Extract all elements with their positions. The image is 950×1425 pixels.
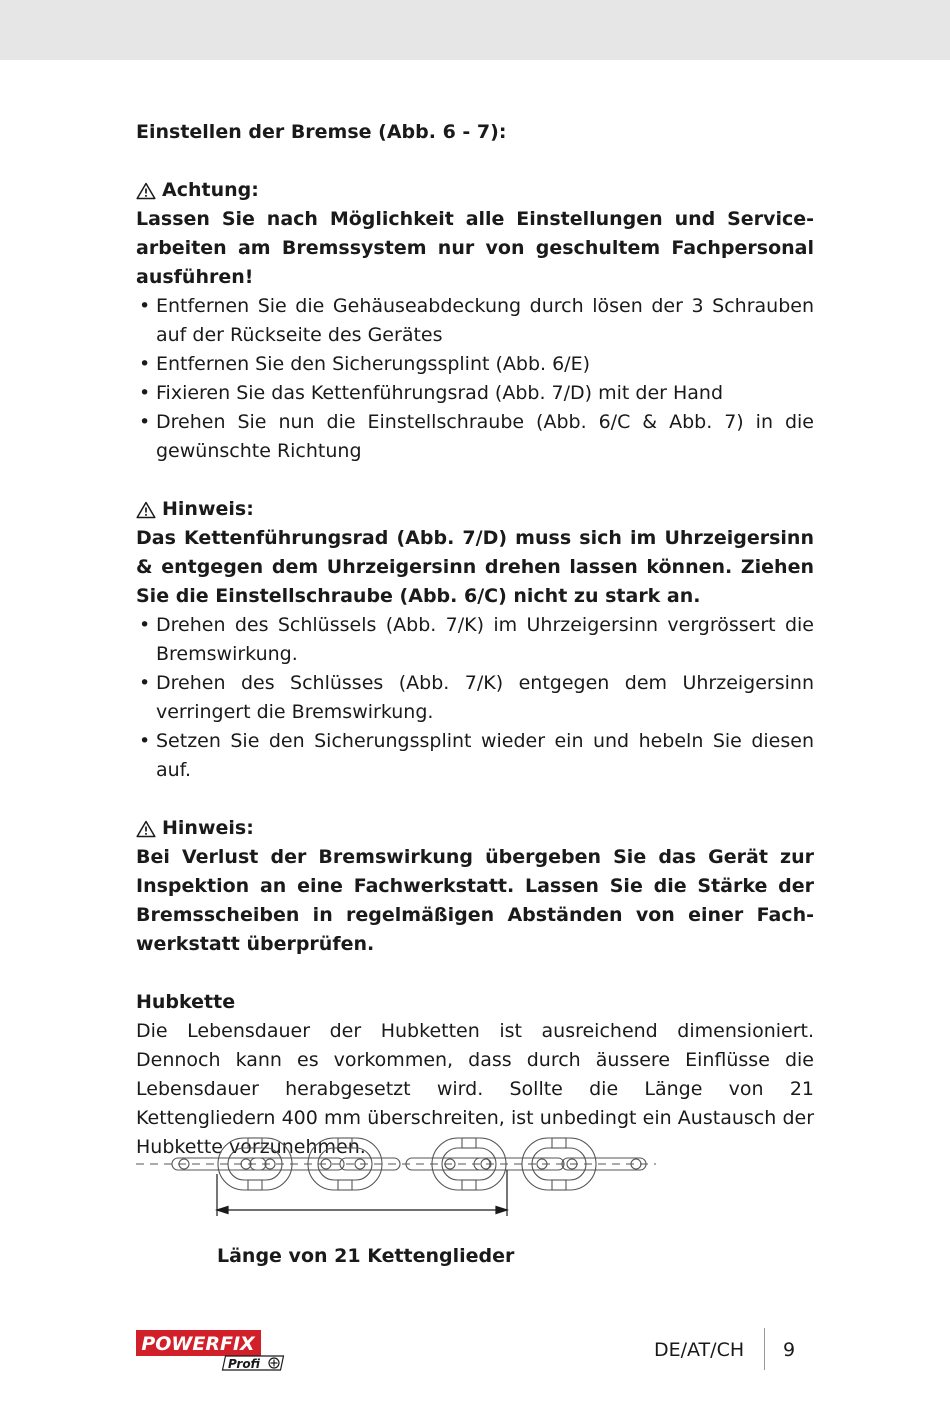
list-item: • Drehen des Schlüsses (Abb. 7/K) entgegen dem Uhrzeigersinn verringert die Bremswirkung. — [136, 669, 814, 727]
section-heading-brake: Einstellen der Bremse (Abb. 6 - 7): — [136, 121, 507, 143]
note-title: Hinweis: — [162, 498, 254, 520]
powerfix-logo — [136, 1328, 286, 1372]
page-content — [136, 118, 814, 1162]
chain-link-vertical — [432, 1138, 506, 1190]
warning-triangle-icon — [136, 501, 156, 519]
chain-diagram — [136, 1130, 656, 1230]
figure-caption: Länge von 21 Kettenglieder — [217, 1245, 515, 1267]
chain-illustration — [136, 1130, 656, 1230]
note-text: Bei Verlust der Bremswirkung übergeben Sie das Gerät zur Inspektion an eine Fachwerkstatt. Lassen Sie die Stärke der Bremsscheiben in regelmäßigen Abständen von einer Fachwerkstatt überprüfen. — [136, 846, 814, 955]
measure-arrow — [217, 1170, 507, 1216]
header-band — [0, 0, 950, 60]
note-title: Hinweis: — [162, 817, 254, 839]
list-item: • Setzen Sie den Sicherungssplint wieder ein und hebeln Sie diesen auf. — [136, 727, 814, 785]
section-heading-chain: Hubkette — [136, 991, 236, 1013]
list-item: • Entfernen Sie die Gehäuseabdeckung durch lösen der 3 Schrauben auf der Rückseite des Gerätes — [136, 292, 814, 350]
warning-heading — [136, 176, 814, 205]
svg-text:Profi: Profi — [227, 1357, 261, 1371]
warning-triangle-icon — [136, 182, 156, 200]
page-number: 9 — [783, 1339, 796, 1361]
list-item: • Drehen Sie nun die Einstellschraube (Abb. 6/C & Abb. 7) in die gewünschte Richtung — [136, 408, 814, 466]
svg-text:POWERFIX: POWERFIX — [141, 1333, 255, 1355]
warning-text: Lassen Sie nach Möglichkeit alle Einstellungen und Servicearbeiten am Bremssystem nur von geschultem Fachpersonal ausführen! — [136, 208, 814, 288]
footer-country-codes: DE/AT/CH — [654, 1339, 745, 1361]
list-item: • Fixieren Sie das Kettenführungsrad (Abb. 7/D) mit der Hand — [136, 379, 814, 408]
list-item: • Drehen des Schlüssels (Abb. 7/K) im Uhrzeigersinn vergrössert die Bremswirkung. — [136, 611, 814, 669]
key-steps-list — [136, 611, 814, 785]
note-heading — [136, 495, 814, 524]
brake-steps-list — [136, 292, 814, 466]
note-text: Das Kettenführungsrad (Abb. 7/D) muss sich im Uhrzeigersinn & entgegen dem Uhrzeigersinn drehen lassen können. Ziehen Sie die Einstellschraube (Abb. 6/C) nicht zu stark an. — [136, 527, 814, 607]
list-item: • Entfernen Sie den Sicherungssplint (Abb. 6/E) — [136, 350, 814, 379]
chain-paragraph: Die Lebensdauer der Hubketten ist ausreichend dimensioniert. Dennoch kann es vorkommen, dass durch äussere Einflüsse die Lebensdauer herabgesetzt wird. Sollte die Länge von 21 Kettengliedern 400 mm überschreiten, ist unbedingt ein Austausch der Hubkette vorzunehmen. — [136, 1020, 814, 1158]
note-heading — [136, 814, 814, 843]
warning-title: Achtung: — [162, 179, 259, 201]
footer-divider — [764, 1328, 765, 1370]
warning-triangle-icon — [136, 820, 156, 838]
